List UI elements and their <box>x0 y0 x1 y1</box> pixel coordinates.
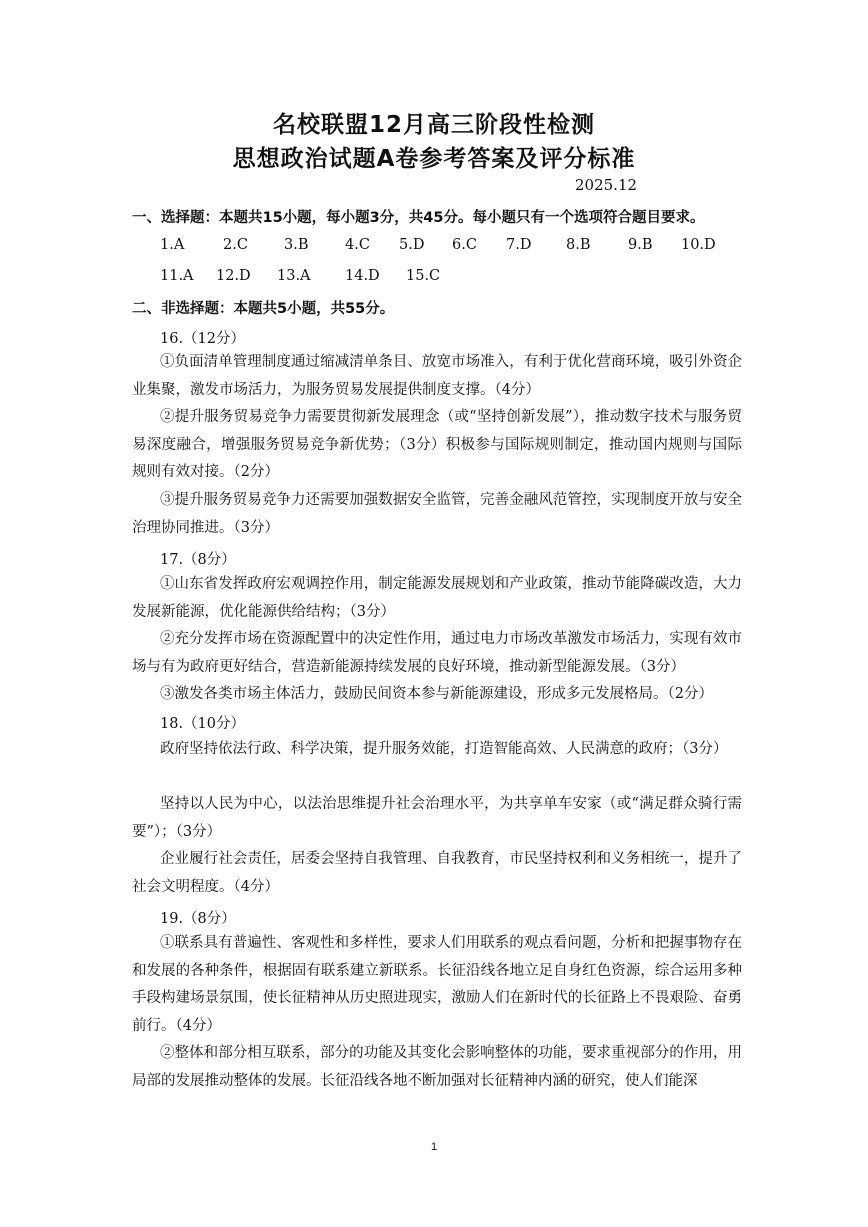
question-18-point-2: 坚持以人民为中心，以法治思维提升社会治理水平，为共享单车安家（或“满足群众骑行需要”）；（3分） <box>132 796 742 840</box>
question-17-point-3: ③激发各类市场主体活力，鼓励民间资本参与新能源建设，形成多元发展格局。（2分） <box>160 686 713 702</box>
answer-item: 6.C <box>452 237 477 253</box>
question-19-point-2: ②整体和部分相互联系，部分的功能及其变化会影响整体的功能，要求重视部分的作用，用局部的发展推动整体的发展。长征沿线各地不断加强对长征精神内涵的研究，使人们能深 <box>132 1045 742 1089</box>
answer-item: 14.D <box>345 268 380 284</box>
question-19-heading: 19.（8分） <box>160 911 236 927</box>
answer-item: 4.C <box>345 237 370 253</box>
document-title: 名校联盟12月高三阶段性检测 <box>272 112 595 138</box>
question-18-point-1: 政府坚持依法行政、科学决策，提升服务效能，打造智能高效、人民满意的政府；（3分） <box>160 741 728 757</box>
question-18-heading: 18.（10分） <box>160 716 246 732</box>
answer-item: 12.D <box>216 268 251 284</box>
question-19-point-1: ①联系具有普遍性、客观性和多样性，要求人们用联系的观点看问题，分析和把握事物存在和发展的各种条件，根据固有联系建立新联系。长征沿线各地立足自身红色资源，综合运用多种手段构建场景氛围，使长征精神从历史照进现实，激励人们在新时代的长征路上不畏艰险、奋勇前行。（4分） <box>132 935 742 1034</box>
question-17-heading: 17.（8分） <box>160 552 236 568</box>
document-date: 2025.12 <box>575 176 638 194</box>
answer-item: 9.B <box>628 237 653 253</box>
question-16-point-3: ③提升服务贸易竞争力还需要加强数据安全监管，完善金融风范管控，实现制度开放与安全治理协同推进。（3分） <box>132 492 742 536</box>
answer-item: 3.B <box>284 237 309 253</box>
answer-item: 8.B <box>566 237 591 253</box>
document-subtitle: 思想政治试题A卷参考答案及评分标准 <box>232 146 636 172</box>
answer-item: 5.D <box>399 237 425 253</box>
page-number: 1 <box>430 1141 438 1153</box>
answer-item: 7.D <box>506 237 532 253</box>
question-17-point-2: ②充分发挥市场在资源配置中的决定性作用，通过电力市场改革激发市场活力，实现有效市场与有为政府更好结合，营造新能源持续发展的良好环境，推动新型能源发展。（3分） <box>132 631 742 675</box>
question-16-point-1: ①负面清单管理制度通过缩减清单条目、放宽市场准入，有利于优化营商环境，吸引外资企业集聚，激发市场活力，为服务贸易发展提供制度支撑。（4分） <box>132 354 742 398</box>
question-16-heading: 16.（12分） <box>160 331 246 347</box>
answer-item: 13.A <box>277 268 311 284</box>
answer-row-1 <box>160 237 760 259</box>
answer-item: 10.D <box>681 237 716 253</box>
answer-item: 2.C <box>223 237 248 253</box>
section-heading-choice: 一、选择题：本题共15小题，每小题3分，共45分。每小题只有一个选项符合题目要求。 <box>132 210 705 226</box>
answer-item: 15.C <box>406 268 441 284</box>
answer-item: 1.A <box>160 237 185 253</box>
question-18-point-3: 企业履行社会责任，居委会坚持自我管理、自我教育，市民坚持权利和义务相统一，提升了社会文明程度。（4分） <box>132 851 742 895</box>
answer-item: 11.A <box>160 268 194 284</box>
question-16-point-2: ②提升服务贸易竞争力需要贯彻新发展理念（或“坚持创新发展”），推动数字技术与服务贸易深度融合，增强服务贸易竞争新优势；（3分）积极参与国际规则制定，推动国内规则与国际规则有效对接。（2分） <box>132 409 742 480</box>
question-17-point-1: ①山东省发挥政府宏观调控作用，制定能源发展规划和产业政策，推动节能降碳改造，大力发展新能源，优化能源供给结构；（3分） <box>132 576 742 620</box>
answer-row-2 <box>160 268 760 290</box>
section-heading-nonchoice: 二、非选择题：本题共5小题，共55分。 <box>132 301 395 317</box>
